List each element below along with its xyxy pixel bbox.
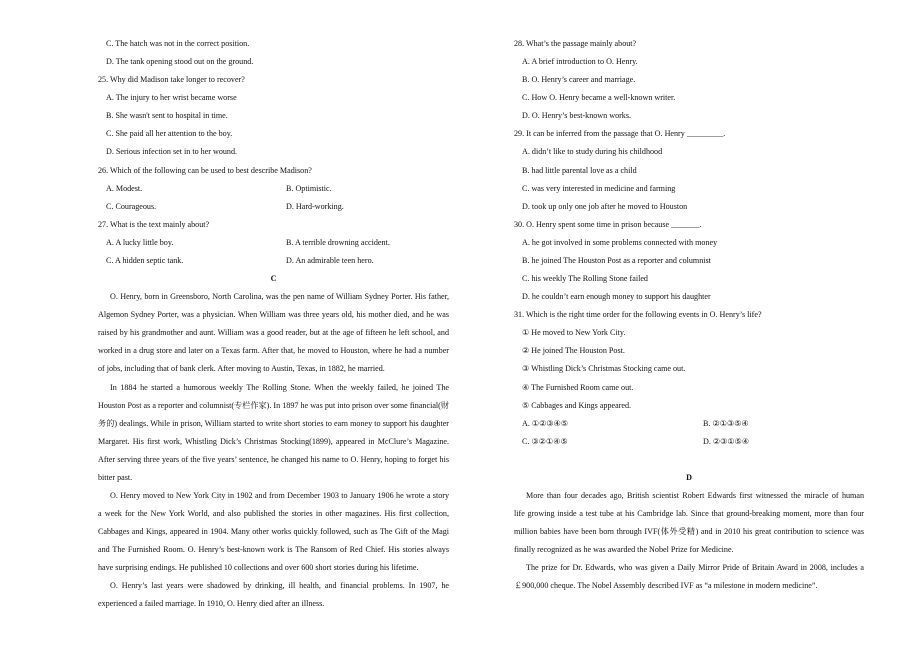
- paragraph-line: Margaret. His first work, Whistling Dick’s Christmas Stocking(1899), appeared in McClure’s Magazine.: [98, 436, 449, 446]
- answer-option: C. The hatch was not in the correct position.: [106, 39, 250, 48]
- answer-option: D. O. Henry’s best-known works.: [522, 111, 632, 121]
- paragraph-line: and The Furnished Room. O. Henry’s best-known work is The Ransom of Red Chief. His stories always: [98, 545, 449, 555]
- answer-option: A. The injury to her wrist became worse: [106, 93, 237, 103]
- answer-option: ① He moved to New York City.: [522, 328, 626, 338]
- paragraph-line: Cabbages and Kings, appeared in 1904. Many other works quickly followed, such as The Gift of the Magi: [98, 527, 449, 537]
- question-stem: 30. O. Henry spent some time in prison because _______.: [514, 219, 702, 229]
- answer-option: ③ Whistling Dick’s Christmas Stocking came out.: [522, 364, 686, 374]
- section-heading: D: [686, 472, 692, 482]
- answer-option: D. he couldn’t earn enough money to support his daughter: [522, 292, 711, 302]
- option-row: [98, 183, 449, 195]
- answer-option: D. Hard-working.: [286, 201, 344, 211]
- answer-option: D. The tank opening stood out on the ground.: [106, 57, 254, 67]
- paragraph-line: O. Henry, born in Greensboro, North Carolina, was the pen name of William Sydney Porter. His father,: [110, 292, 449, 302]
- answer-option: B. had little parental love as a child: [522, 165, 637, 175]
- answer-option: B. A terrible drowning accident.: [286, 237, 390, 247]
- option-row: [98, 201, 449, 213]
- paragraph-line: The prize for Dr. Edwards, who was given a Daily Mirror Pride of Britain Award in 2008, includes a: [526, 563, 864, 573]
- option-row: [514, 418, 864, 430]
- paragraph-line: More than four decades ago, British scientist Robert Edwards first witnessed the miracle of human: [526, 491, 864, 500]
- answer-option: D. ②③①⑤④: [703, 436, 750, 446]
- answer-option: ⑤ Cabbages and Kings appeared.: [522, 400, 632, 410]
- answer-option: C. ③②①④⑤: [522, 436, 568, 446]
- answer-option: B. he joined The Houston Post as a reporter and columnist: [522, 255, 711, 265]
- answer-option: A. didn’t like to study during his childhood: [522, 147, 663, 157]
- option-row: [98, 237, 449, 249]
- paragraph-line: 务的) dealings. While in prison, William started to write short stories to earn money to support his daughter: [98, 418, 449, 428]
- question-stem: 27. What is the text mainly about?: [98, 219, 210, 229]
- paragraph-line: Houston Post as a reporter and columnist(专栏作家). In 1897 he was put into prison over some financial(财: [98, 400, 449, 410]
- paragraph-line: O. Henry’s last years were shadowed by drinking, ill health, and financial problems. In 1907, he: [110, 581, 449, 591]
- question-stem: 28. What’s the passage mainly about?: [514, 39, 637, 48]
- section-heading: C: [270, 274, 277, 284]
- question-stem: 29. It can be inferred from the passage that O. Henry _________.: [514, 129, 726, 139]
- answer-option: D. Serious infection set in to her wound.: [106, 147, 238, 157]
- answer-option: D. An admirable teen hero.: [286, 255, 374, 265]
- paragraph-line: of jobs, including that of bank clerk. After moving to Austin, Texas, in 1882, he married.: [98, 364, 385, 374]
- answer-option: A. A lucky little boy.: [106, 237, 174, 247]
- paragraph-line: O. Henry moved to New York City in 1902 and from December 1903 to January 1906 he wrote a story: [110, 491, 449, 500]
- paragraph-line: raised by his grandmother and aunt. William was a good reader, but at the age of fifteen he left school, and: [98, 328, 449, 338]
- answer-option: C. was very interested in medicine and farming: [522, 183, 676, 193]
- answer-option: C. his weekly The Rolling Stone failed: [522, 274, 648, 284]
- paragraph-line: a week for the New York World, and also published the stories in other magazines. His first collection,: [98, 509, 449, 519]
- paragraph-line: worked in a drug store and later on a Texas farm. After that, he moved to Houston, where he had a number: [98, 346, 449, 356]
- paragraph-line: finally recognized as he was awarded the Nobel Prize for Medicine.: [514, 545, 734, 555]
- option-row: [98, 255, 449, 267]
- answer-option: B. Optimistic.: [286, 183, 332, 193]
- paragraph-line: experienced a failed marriage. In 1910, O. Henry died after an illness.: [98, 599, 325, 609]
- answer-option: ④ The Furnished Room came out.: [522, 382, 634, 392]
- paragraph-line: In 1884 he started a humorous weekly The Rolling Stone. When the weekly failed, he joined The: [110, 382, 449, 392]
- answer-option: A. Modest.: [106, 183, 143, 193]
- paragraph-line: have surprising endings. He published 10 collections and over 600 short stories during his lifetime.: [98, 563, 419, 573]
- paragraph-line: Algemon Sydney Porter, was a physician. When William was three years old, his mother died, and he was: [98, 310, 449, 320]
- question-stem: 25. Why did Madison take longer to recover?: [98, 75, 245, 85]
- answer-option: A. A brief introduction to O. Henry.: [522, 57, 638, 67]
- paragraph-line: million babies have been born through IVF(体外受精) and in 2010 his great contribution to science was: [514, 527, 864, 537]
- answer-option: C. How O. Henry became a well-known writer.: [522, 93, 676, 103]
- answer-option: C. A hidden septic tank.: [106, 255, 184, 265]
- answer-option: A. ①②③④⑤: [522, 418, 569, 428]
- answer-option: B. ②①③⑤④: [703, 418, 749, 428]
- paragraph-line: ￡900,000 cheque. The Nobel Assembly described IVF as “a milestone in modern medicine”.: [514, 581, 818, 591]
- answer-option: ② He joined The Houston Post.: [522, 346, 625, 356]
- answer-option: C. She paid all her attention to the boy.: [106, 129, 233, 139]
- answer-option: A. he got involved in some problems connected with money: [522, 237, 718, 247]
- paragraph-line: life growing inside a test tube at his Cambridge lab. Since that ground-breaking moment, more than four: [514, 509, 864, 519]
- paragraph-line: After serving three years of the five years’ sentence, he changed his name to O. Henry, hoping to forget his: [98, 454, 449, 464]
- answer-option: C. Courageous.: [106, 201, 157, 211]
- question-stem: 26. Which of the following can be used to best describe Madison?: [98, 165, 312, 175]
- paragraph-line: bitter past.: [98, 472, 133, 482]
- question-stem: 31. Which is the right time order for the following events in O. Henry’s life?: [514, 310, 762, 320]
- option-row: [514, 436, 864, 448]
- answer-option: B. She wasn't sent to hospital in time.: [106, 111, 228, 121]
- answer-option: B. O. Henry’s career and marriage.: [522, 75, 636, 85]
- answer-option: D. took up only one job after he moved to Houston: [522, 201, 688, 211]
